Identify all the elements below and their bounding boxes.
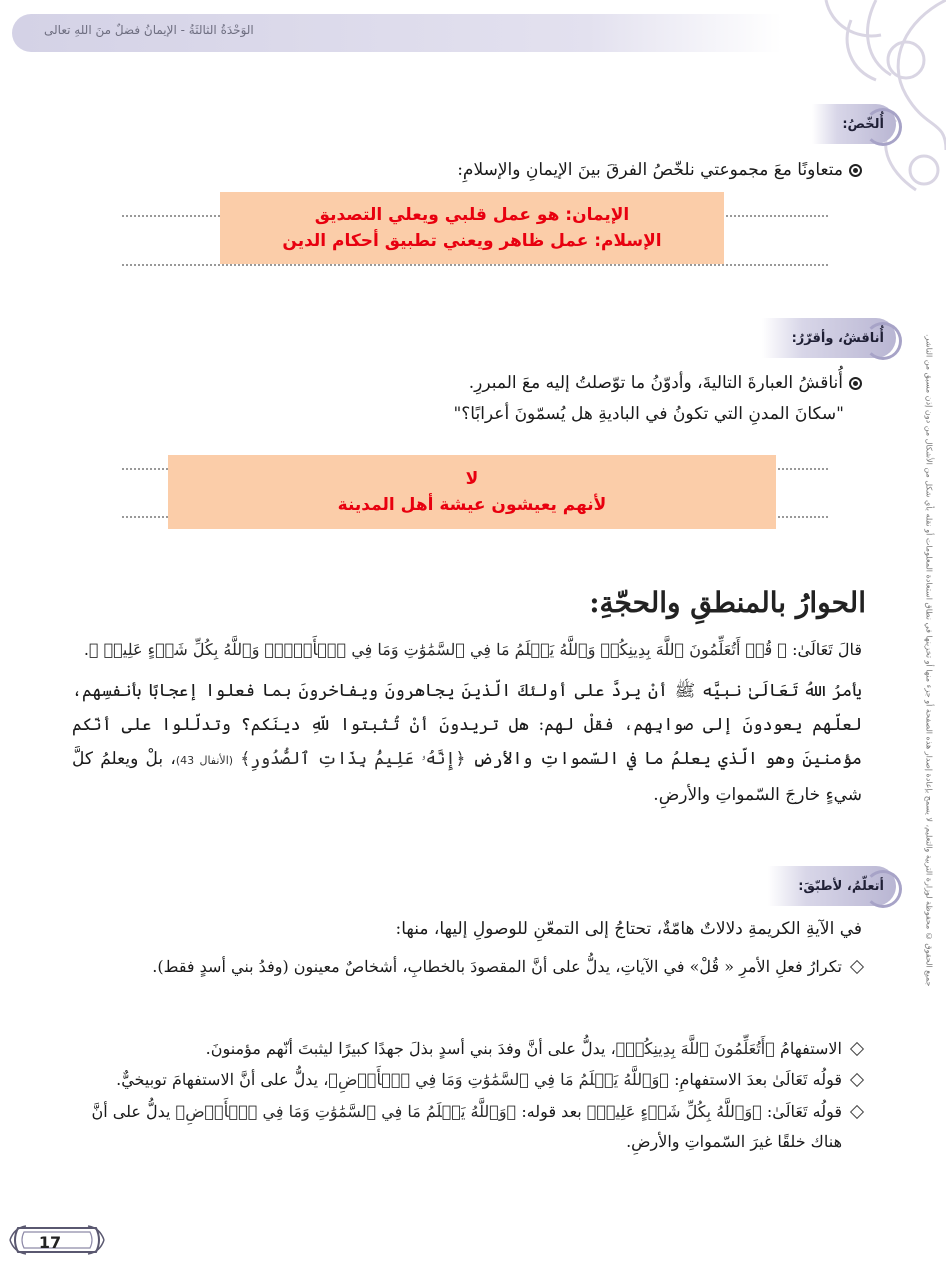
point-4-text-a: قولُه تَعَالَىٰ: xyxy=(766,1102,842,1121)
paragraph-text-2: ، بلْ ويعلمُ كلَّ شيءٍ خارجَ السّمواتِ والأرضِ. xyxy=(72,749,862,805)
tab-learn xyxy=(768,866,896,906)
verse-intro: قالَ تَعَالَىٰ: xyxy=(792,640,862,659)
page-number: 17 xyxy=(38,1233,62,1252)
discuss-quote: "سكانَ المدنِ التي تكونُ في الباديةِ هل يُسمّونَ أعرابًا؟" xyxy=(453,404,844,424)
point-4-verse-1: ﴿وَٱللَّهُ بِكُلِّ شَيۡءٍ عَلِيمٞ﴾ xyxy=(586,1102,762,1121)
discuss-answer-line-2: لأنهم يعيشون عيشة أهل المدينة xyxy=(337,495,607,515)
point-4-text-c: يدلُّ على أنَّ هناك خلقًا غيرَ السّمواتِ والأرضِ. xyxy=(91,1102,842,1151)
diamond-bullet-icon xyxy=(850,1042,864,1056)
point-2-text-a: الاستفهامُ xyxy=(779,1039,842,1058)
point-3-text-b: ، يدلُّ على أنَّ الاستفهامَ توبيخيٌّ. xyxy=(116,1070,329,1089)
learn-intro: في الآيةِ الكريمةِ دلالاتٌ هامّةٌ، تحتاجُ إلى التمعّنِ للوصولِ إليها، منها: xyxy=(395,919,862,939)
tab-discuss xyxy=(762,318,896,358)
summarize-answer-line-1: الإيمان: هو عمل قلبي ويعلي التصديق xyxy=(314,205,630,225)
section-heading: الحوارُ بالمنطقِ والحجّةِ: xyxy=(589,586,866,619)
target-bullet-icon xyxy=(849,164,862,177)
point-1-text: تكرارُ فعلِ الأمرِ « قُلْ» في الآياتِ، يدلُّ على أنَّ المقصودَ بالخطابِ، أشخاصٌ معينون (وفدُ بني أسدٍ فقط). xyxy=(152,957,842,976)
tab-summarize xyxy=(812,104,896,144)
list-item xyxy=(72,952,862,982)
target-bullet-icon xyxy=(849,377,862,390)
list-item xyxy=(72,1097,862,1157)
point-2-verse: ﴿أَتُعَلِّمُونَ ٱللَّهَ بِدِينِكُمۡ﴾ xyxy=(615,1039,775,1058)
summarize-instruction xyxy=(457,157,862,183)
paragraph-verse: ﴿إِنَّهُۥ عَلِيمُۢ بِذَاتِ ٱلصُّدُورِ﴾ xyxy=(240,749,466,769)
summarize-answer-line-2: الإسلام: عمل ظاهر ويعني تطبيق أحكام الدين xyxy=(282,231,662,251)
diamond-bullet-icon xyxy=(850,1073,864,1087)
diamond-bullet-icon xyxy=(850,960,864,974)
summarize-answer-box xyxy=(220,192,724,264)
verse-end: . xyxy=(83,640,90,659)
answer-line-dotted xyxy=(122,264,828,266)
quran-verse: ﴿ قُلۡ أَتُعَلِّمُونَ ٱللَّهَ بِدِينِكُمۡ وَٱللَّهُ يَعۡلَمُ مَا فِي ٱلسَّمَٰوَٰتِ وَمَا فِي ٱلۡأَرۡضِۚ وَٱللَّهُ بِكُلِّ شَيۡءٍ عَلِيمٞ ﴾ xyxy=(89,640,788,659)
discuss-instruction xyxy=(469,370,862,396)
discuss-instruction-text: أُناقشُ العبارةَ التاليةَ، وأدوّنُ ما توّصلتُ إليه معَ المبررِ. xyxy=(468,373,843,393)
tab-discuss-label: أُناقشُ، وأقرّرُ: xyxy=(791,330,884,346)
discuss-answer-line-1: لا xyxy=(465,469,479,489)
paragraph-text-1: يأمرُ اللهُ تَعَالَىٰ نبيَّه ﷺ أنْ يردَّ على أولئكَ الّذينَ يجاهرونَ ويفاخرونَ بما فعلوا إعجابًا بأنفسِهم، لعلّهم يعودونَ إلى صوابِهم، فقلْ لهم: هل تريدونَ أنْ تُثبتوا للّهِ دينَكم؟ وتدلّلوا على أنّكم مؤمنينَ وهو الّذي يعلمُ ما في السّمواتِ والأرضِ xyxy=(72,681,862,769)
point-3-text-a: قولُه تَعَالَىٰ بعدَ الاستفهامِ: xyxy=(674,1070,842,1089)
point-3-verse: ﴿وَٱللَّهُ يَعۡلَمُ مَا فِي ٱلسَّمَٰوَٰتِ وَمَا فِي ٱلۡأَرۡضِ﴾ xyxy=(328,1070,669,1089)
point-4-text-b: بعد قوله: xyxy=(521,1102,582,1121)
list-item xyxy=(72,1034,862,1064)
copyright-note: جميع الحقوق © محفوظة لوزارة التربية والتعليم، لا يسمح بإعادة إصدار هذه الصفحة أو جزء منها أو تخزينها في نطاق استعادة المعلومات أو نقله بأي شكل من الأشكال من دون إذن مسبق من الناشر. xyxy=(924,333,934,987)
diamond-bullet-icon xyxy=(850,1105,864,1119)
verse-line xyxy=(84,640,862,659)
verse-reference: (الأنفال 43) xyxy=(175,754,234,767)
explanation-paragraph xyxy=(72,674,862,812)
list-item xyxy=(72,1065,862,1095)
tab-summarize-label: أُلخّصُ: xyxy=(842,116,884,132)
discuss-answer-box xyxy=(168,455,776,529)
point-2-text-b: ، يدلُّ على أنَّ وفدَ بني أسدٍ بذلَ جهدًا كبيرًا ليثبتَ أنّهم مؤمنونَ. xyxy=(205,1039,616,1058)
point-4-verse-2: ﴿وَٱللَّهُ يَعۡلَمُ مَا فِي ٱلسَّمَٰوَٰتِ وَمَا فِي ٱلۡأَرۡضِ﴾ xyxy=(175,1102,517,1121)
tab-learn-label: أتعلّمُ، لأطبّقَ: xyxy=(798,878,884,894)
summarize-instruction-text: متعاونًا معَ مجموعتي نلخّصُ الفرقَ بينَ الإيمانِ والإسلامِ: xyxy=(457,160,843,180)
copyright-strip xyxy=(920,280,938,1040)
unit-title: الوَحْدَةُ الثالثَةُ - الإيمانُ فضلٌ منَ اللهِ تعالى xyxy=(44,23,254,37)
